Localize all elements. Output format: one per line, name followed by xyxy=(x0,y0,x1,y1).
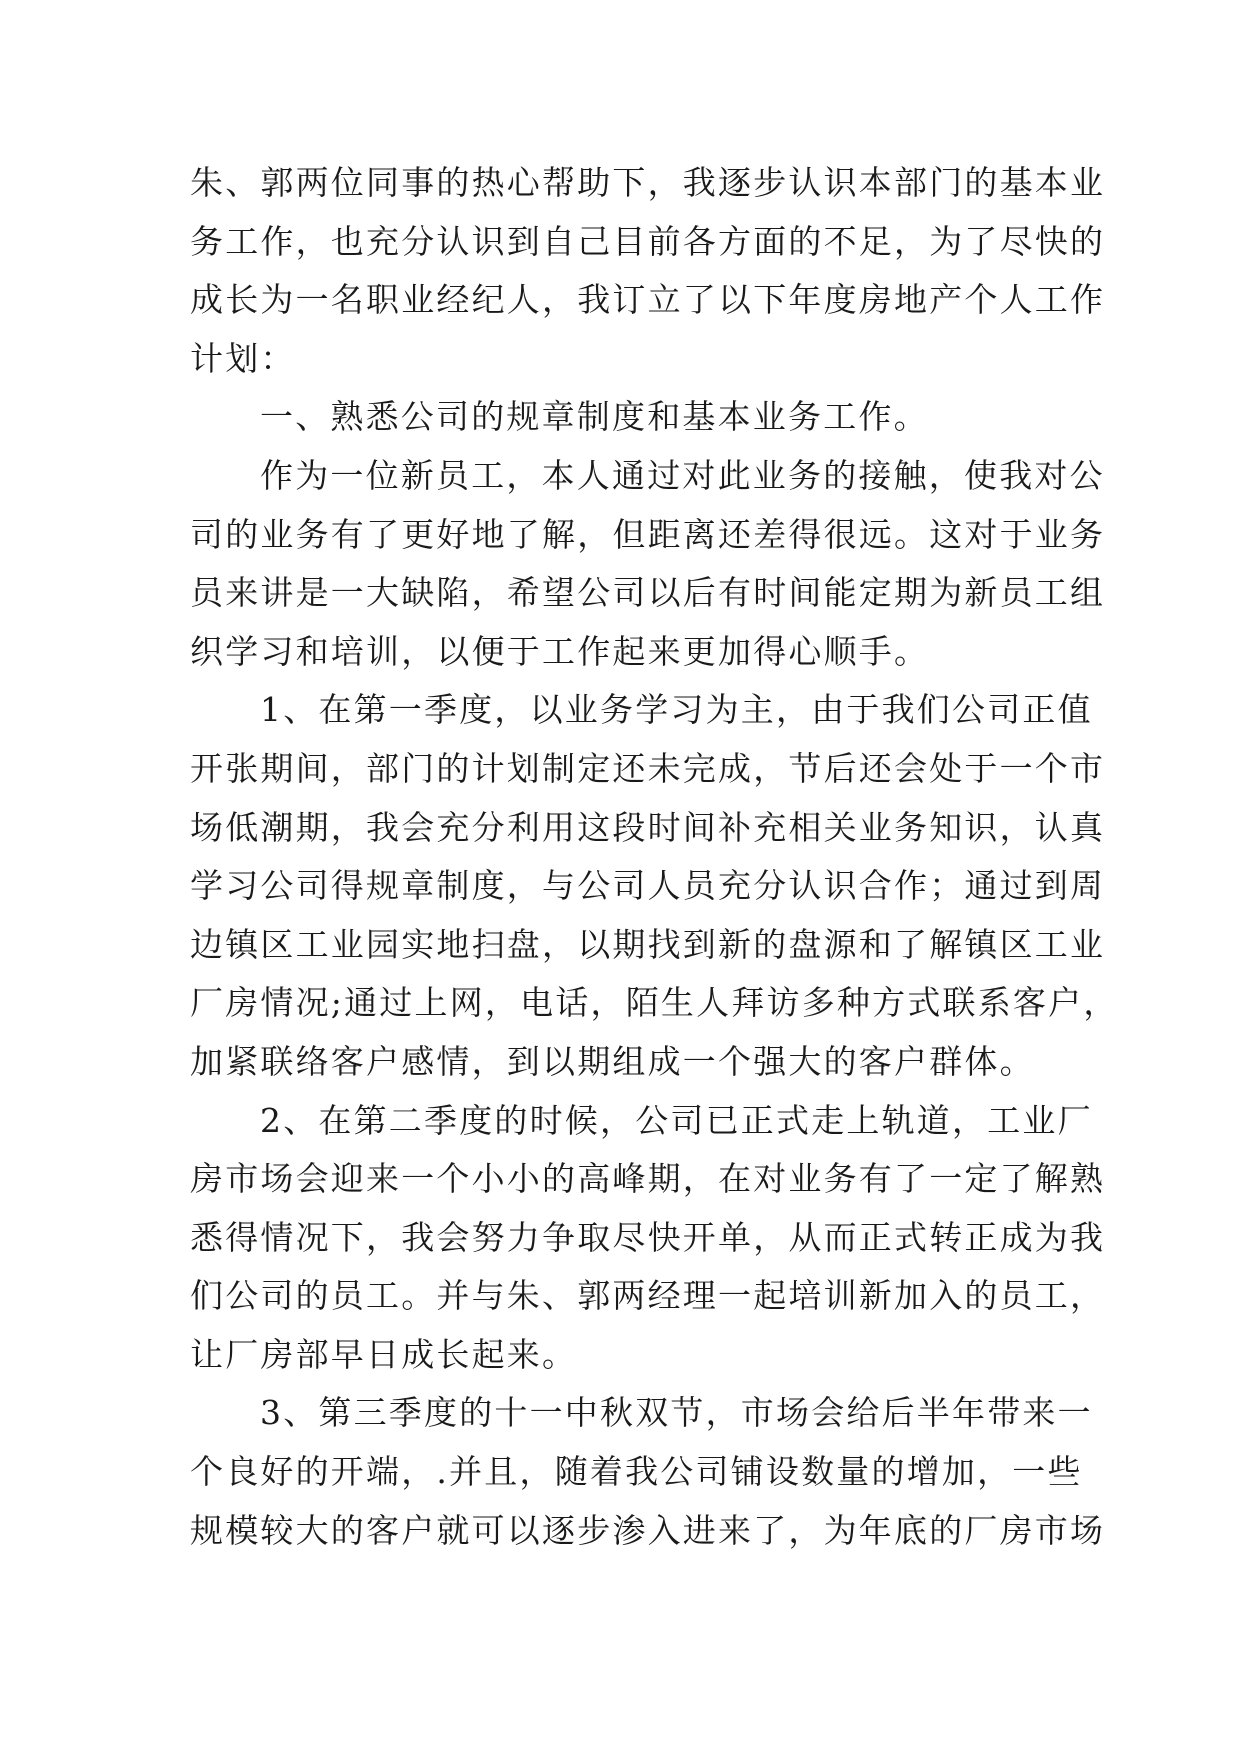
text-line: 房市场会迎来一个小小的高峰期，在对业务有了一定了解熟 xyxy=(190,1159,1106,1199)
text-line: 个良好的开端，.并且，随着我公司铺设数量的增加，一些 xyxy=(190,1452,1083,1492)
text-line: 务工作，也充分认识到自己目前各方面的不足，为了尽快的 xyxy=(190,221,1106,261)
text-line: 3、第三季度的十一中秋双节，市场会给后半年带来一 xyxy=(260,1393,1093,1433)
text-line: 1、在第一季度，以业务学习为主，由于我们公司正值 xyxy=(260,690,1093,730)
text-line: 织学习和培训，以便于工作起来更加得心顺手。 xyxy=(190,631,930,671)
text-line: 一、熟悉公司的规章制度和基本业务工作。 xyxy=(260,397,929,437)
text-line: 作为一位新员工，本人通过对此业务的接触，使我对公 xyxy=(260,455,1105,495)
text-line: 规模较大的客户就可以逐步渗入进来了，为年底的厂房市场 xyxy=(190,1510,1106,1550)
text-line: 厂房情况;通过上网，电话，陌生人拜访多种方式联系客户， xyxy=(190,983,1119,1023)
text-line: 让厂房部早日成长起来。 xyxy=(190,1334,578,1374)
text-line: 2、在第二季度的时候，公司已正式走上轨道，工业厂 xyxy=(260,1100,1093,1140)
text-line: 成长为一名职业经纪人，我订立了以下年度房地产个人工作 xyxy=(190,280,1106,320)
text-line: 员来讲是一大缺陷，希望公司以后有时间能定期为新员工组 xyxy=(190,573,1106,613)
text-line: 开张期间，部门的计划制定还未完成，节后还会处于一个市 xyxy=(190,748,1106,788)
text-line: 悉得情况下，我会努力争取尽快开单，从而正式转正成为我 xyxy=(190,1217,1106,1257)
text-line: 场低潮期，我会充分利用这段时间补充相关业务知识，认真 xyxy=(190,807,1106,847)
text-line: 们公司的员工。并与朱、郭两经理一起培训新加入的员工， xyxy=(190,1276,1106,1316)
body-text xyxy=(190,154,1119,1560)
text-line: 司的业务有了更好地了解，但距离还差得很远。这对于业务 xyxy=(190,514,1106,554)
text-line: 学习公司得规章制度，与公司人员充分认识合作；通过到周 xyxy=(190,866,1106,906)
text-line: 朱、郭两位同事的热心帮助下，我逐步认识本部门的基本业 xyxy=(190,163,1106,202)
text-line: 计划： xyxy=(190,338,296,378)
text-line: 加紧联络客户感情，到以期组成一个强大的客户群体。 xyxy=(190,1041,1035,1081)
text-line: 边镇区工业园实地扫盘，以期找到新的盘源和了解镇区工业 xyxy=(190,924,1106,964)
